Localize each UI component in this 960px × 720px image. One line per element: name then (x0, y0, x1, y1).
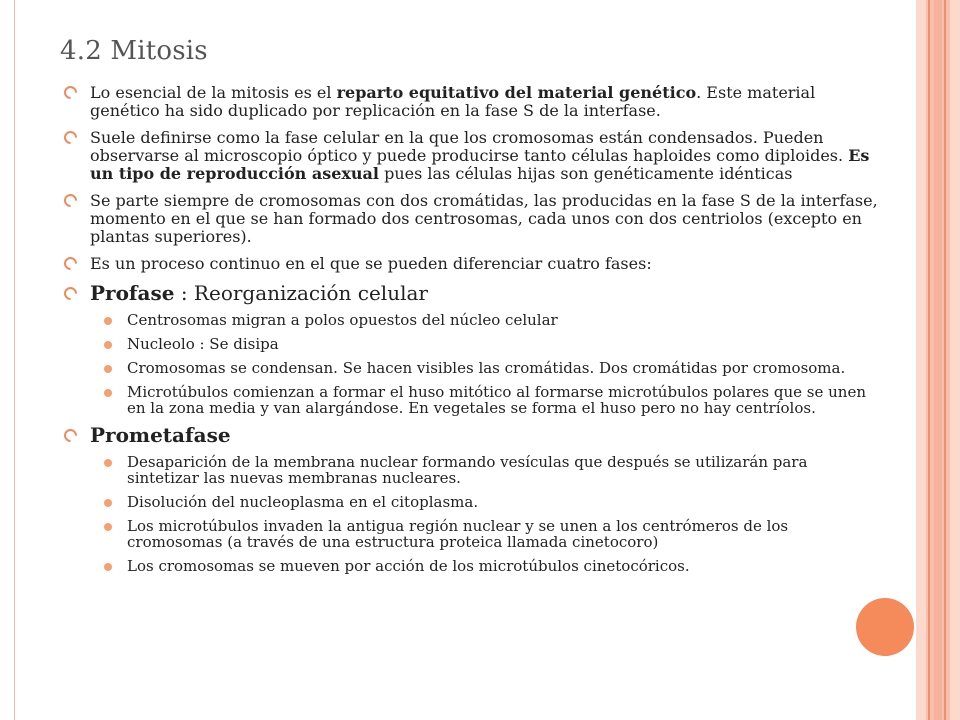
slide-title: 4.2 Mitosis (60, 36, 208, 66)
bullet-item (64, 255, 880, 273)
sub-bullet-item (64, 336, 880, 352)
phase-heading-profase (64, 282, 880, 304)
right-decorative-stripes (916, 0, 960, 720)
bullet-text: Lo esencial de la mitosis es el (90, 83, 337, 102)
sub-bullet-item (64, 384, 880, 416)
stripe (934, 0, 942, 720)
decorative-circle (856, 598, 914, 656)
bullet-list (64, 84, 880, 574)
phase-heading-rest: : Reorganización celular (174, 281, 428, 305)
bullet-text: Se parte siempre de cromosomas con dos cromátidas, las producidas en la fase S de la interfase, momento en el que se han formado dos centrosomas, cada unos con dos centriolos (excepto en plantas superiores). (90, 191, 878, 246)
bullet-marker-icon (61, 284, 79, 302)
sub-bullet-dot-icon (104, 459, 112, 467)
sub-bullet-item (64, 312, 880, 328)
sub-bullet-text: Los cromosomas se mueven por acción de los microtúbulos cinetocóricos. (127, 557, 690, 575)
phase-heading-prometafase (64, 424, 880, 446)
bullet-text: Es un proceso continuo en el que se pueden diferenciar cuatro fases: (90, 254, 652, 273)
sub-bullet-dot-icon (104, 365, 112, 373)
stripe (944, 0, 946, 720)
sub-bullet-text: Cromosomas se condensan. Se hacen visibles las cromátidas. Dos cromátidas por cromosoma. (127, 359, 846, 377)
sub-bullet-text: Desaparición de la membrana nuclear formando vesículas que después se utilizarán para sintetizar las nuevas membranas nucleares. (127, 453, 808, 487)
sub-bullet-item (64, 360, 880, 376)
bullet-marker-icon (61, 191, 79, 209)
left-border (0, 0, 15, 720)
bullet-marker-icon (61, 426, 79, 444)
sub-bullet-dot-icon (104, 317, 112, 325)
bullet-marker-icon (61, 128, 79, 146)
phase-heading-bold: Prometafase (90, 423, 231, 447)
sub-bullet-item (64, 558, 880, 574)
sub-bullet-text: Los microtúbulos invaden la antigua región nuclear y se unen a los centrómeros de los cromosomas (a través de una estructura proteica llamada cinetocoro) (127, 517, 789, 551)
slide-content (64, 84, 880, 582)
stripe (916, 0, 926, 720)
phase-heading-bold: Profase (90, 281, 175, 305)
sub-bullet-text: Centrosomas migran a polos opuestos del núcleo celular (127, 311, 558, 329)
bullet-item (64, 129, 880, 183)
sub-bullet-item (64, 518, 880, 550)
bullet-marker-icon (61, 254, 79, 272)
sub-bullet-dot-icon (104, 563, 112, 571)
bullet-bold-text: reparto equitativo del material genético (336, 83, 697, 102)
bullet-marker-icon (61, 83, 79, 101)
bullet-text: . Este material genético ha sido duplicado por replicación en la fase S de la interfase. (90, 83, 816, 120)
bullet-bold-text: Es un tipo de reproducción asexual (90, 146, 870, 183)
sub-bullet-item (64, 494, 880, 510)
bullet-text: pues las células hijas son genéticamente idénticas (379, 164, 793, 183)
stripe (950, 0, 960, 720)
sub-bullet-dot-icon (104, 523, 112, 531)
sub-bullet-dot-icon (104, 389, 112, 397)
sub-bullet-text: Nucleolo : Se disipa (127, 335, 279, 353)
stripe (928, 0, 930, 720)
bullet-item (64, 84, 880, 120)
sub-bullet-dot-icon (104, 499, 112, 507)
bullet-item (64, 192, 880, 246)
sub-bullet-dot-icon (104, 341, 112, 349)
sub-bullet-text: Disolución del nucleoplasma en el citoplasma. (127, 493, 479, 511)
bullet-text: Suele definirse como la fase celular en la que los cromosomas están condensados. Pueden observarse al microscopio óptico y puede producirse tanto células haploides como diploides. (90, 128, 849, 165)
sub-bullet-text: Microtúbulos comienzan a formar el huso mitótico al formarse microtúbulos polares que se unen en la zona media y van alargándose. En vegetales se forma el huso pero no hay centríolos. (127, 383, 867, 417)
sub-bullet-item (64, 454, 880, 486)
